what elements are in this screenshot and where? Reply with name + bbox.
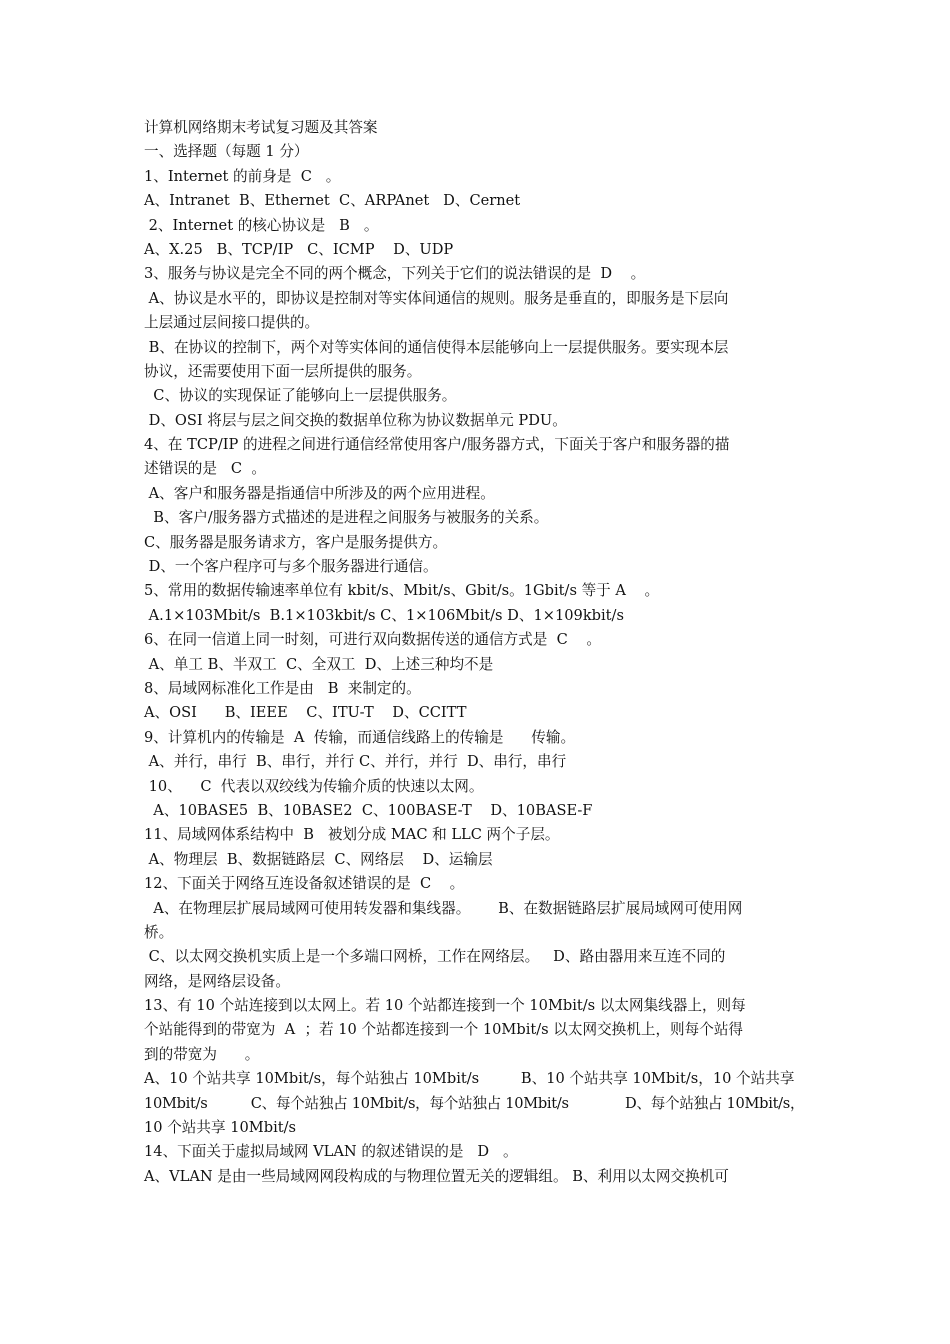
document-body bbox=[144, 116, 810, 1189]
question-4-option-b: B、客户/服务器方式描述的是进程之间服务与被服务的关系。 bbox=[144, 509, 549, 527]
question-4-option-d: D、一个客户程序可与多个服务器进行通信。 bbox=[144, 558, 438, 576]
question-3-option-a-cont: 上层通过层间接口提供的。 bbox=[144, 314, 320, 332]
question-12-options-ab-cont: 桥。 bbox=[144, 923, 174, 941]
question-4: 4、在 TCP/IP 的进程之间进行通信经常使用客户/服务器方式，下面关于客户和服务器的描 bbox=[144, 436, 730, 454]
question-4-option-a: A、客户和服务器是指通信中所涉及的两个应用进程。 bbox=[144, 484, 495, 502]
question-8: 8、局域网标准化工作是由 B 来制定的。 bbox=[144, 679, 421, 697]
question-3-option-b: B、在协议的控制下，两个对等实体间的通信使得本层能够向上一层提供服务。要实现本层 bbox=[144, 338, 729, 356]
question-4-option-c: C、服务器是服务请求方，客户是服务提供方。 bbox=[144, 533, 448, 551]
question-2: 2、Internet 的核心协议是 B 。 bbox=[144, 216, 379, 234]
question-9: 9、计算机内的传输是 A 传输，而通信线路上的传输是 传输。 bbox=[144, 728, 576, 746]
question-1-options: A、Intranet B、Ethernet C、ARPAnet D、Cernet bbox=[144, 192, 521, 210]
question-10: 10、 C 代表以双绞线为传输介质的快速以太网。 bbox=[144, 777, 484, 795]
question-12-options-ab: A、在物理层扩展局域网可使用转发器和集线器。 B、在数据链路层扩展局域网可使用网 bbox=[144, 899, 743, 917]
question-12-options-cd-cont: 网络，是网络层设备。 bbox=[144, 972, 290, 990]
question-3: 3、服务与协议是完全不同的两个概念，下列关于它们的说法错误的是 D 。 bbox=[144, 265, 646, 283]
question-5: 5、常用的数据传输速率单位有 kbit/s、Mbit/s、Gbit/s。1Gbit/s 等于 A 。 bbox=[144, 582, 660, 600]
question-5-options: A.1×103Mbit/s B.1×103kbit/s C、1×106Mbit/s D、1×109kbit/s bbox=[144, 606, 624, 624]
question-12-options-cd: C、以太网交换机实质上是一个多端口网桥，工作在网络层。 D、路由器用来互连不同的 bbox=[144, 948, 726, 966]
question-10-options: A、10BASE5 B、10BASE2 C、100BASE-T D、10BASE-F bbox=[144, 801, 593, 819]
question-12: 12、下面关于网络互连设备叙述错误的是 C 。 bbox=[144, 875, 465, 893]
question-13-cont-1: 个站能得到的带宽为 A ；若 10 个站都连接到一个 10Mbit/s 以太网交换机上，则每个站得 bbox=[144, 1021, 744, 1039]
question-13-options-2: 10Mbit/s C、每个站独占 10Mbit/s，每个站独占 10Mbit/s D、每个站独占 10Mbit/s， bbox=[144, 1094, 805, 1112]
question-3-option-a: A、协议是水平的，即协议是控制对等实体间通信的规则。服务是垂直的，即服务是下层向 bbox=[144, 289, 729, 307]
question-3-option-c: C、协议的实现保证了能够向上一层提供服务。 bbox=[144, 387, 457, 405]
question-3-option-d: D、OSI 将层与层之间交换的数据单位称为协议数据单元 PDU。 bbox=[144, 411, 567, 429]
question-1: 1、Internet 的前身是 C 。 bbox=[144, 167, 341, 185]
document-title: 计算机网络期末考试复习题及其答案 bbox=[144, 119, 378, 136]
question-6: 6、在同一信道上同一时刻，可进行双向数据传送的通信方式是 C 。 bbox=[144, 631, 601, 649]
question-13-options-3: 10 个站共享 10Mbit/s bbox=[144, 1119, 297, 1137]
question-13-options-1: A、10 个站共享 10Mbit/s，每个站独占 10Mbit/s B、10 个站共享 10Mbit/s，10 个站共享 bbox=[144, 1070, 795, 1088]
question-11-options: A、物理层 B、数据链路层 C、网络层 D、运输层 bbox=[144, 850, 493, 868]
question-8-options: A、OSI B、IEEE C、ITU-T D、CCITT bbox=[144, 704, 467, 722]
question-13: 13、有 10 个站连接到以太网上。若 10 个站都连接到一个 10Mbit/s 以太网集线器上，则每 bbox=[144, 997, 746, 1015]
question-6-options: A、单工 B、半双工 C、全双工 D、上述三种均不是 bbox=[144, 655, 494, 673]
question-2-options: A、X.25 B、TCP/IP C、ICMP D、UDP bbox=[144, 240, 454, 258]
section-heading: 一、选择题（每题 1 分） bbox=[144, 143, 309, 161]
question-14: 14、下面关于虚拟局域网 VLAN 的叙述错误的是 D 。 bbox=[144, 1143, 518, 1161]
question-9-options: A、并行，串行 B、串行，并行 C、并行，并行 D、串行，串行 bbox=[144, 753, 567, 771]
question-14-options: A、VLAN 是由一些局域网网段构成的与物理位置无关的逻辑组。 B、利用以太网交换机可 bbox=[144, 1167, 729, 1185]
question-3-option-b-cont: 协议，还需要使用下面一层所提供的服务。 bbox=[144, 362, 422, 380]
question-11: 11、局域网体系结构中 B 被划分成 MAC 和 LLC 两个子层。 bbox=[144, 826, 560, 844]
question-13-cont-2: 到的带宽为 。 bbox=[144, 1045, 260, 1063]
question-4-cont: 述错误的是 C 。 bbox=[144, 460, 266, 478]
